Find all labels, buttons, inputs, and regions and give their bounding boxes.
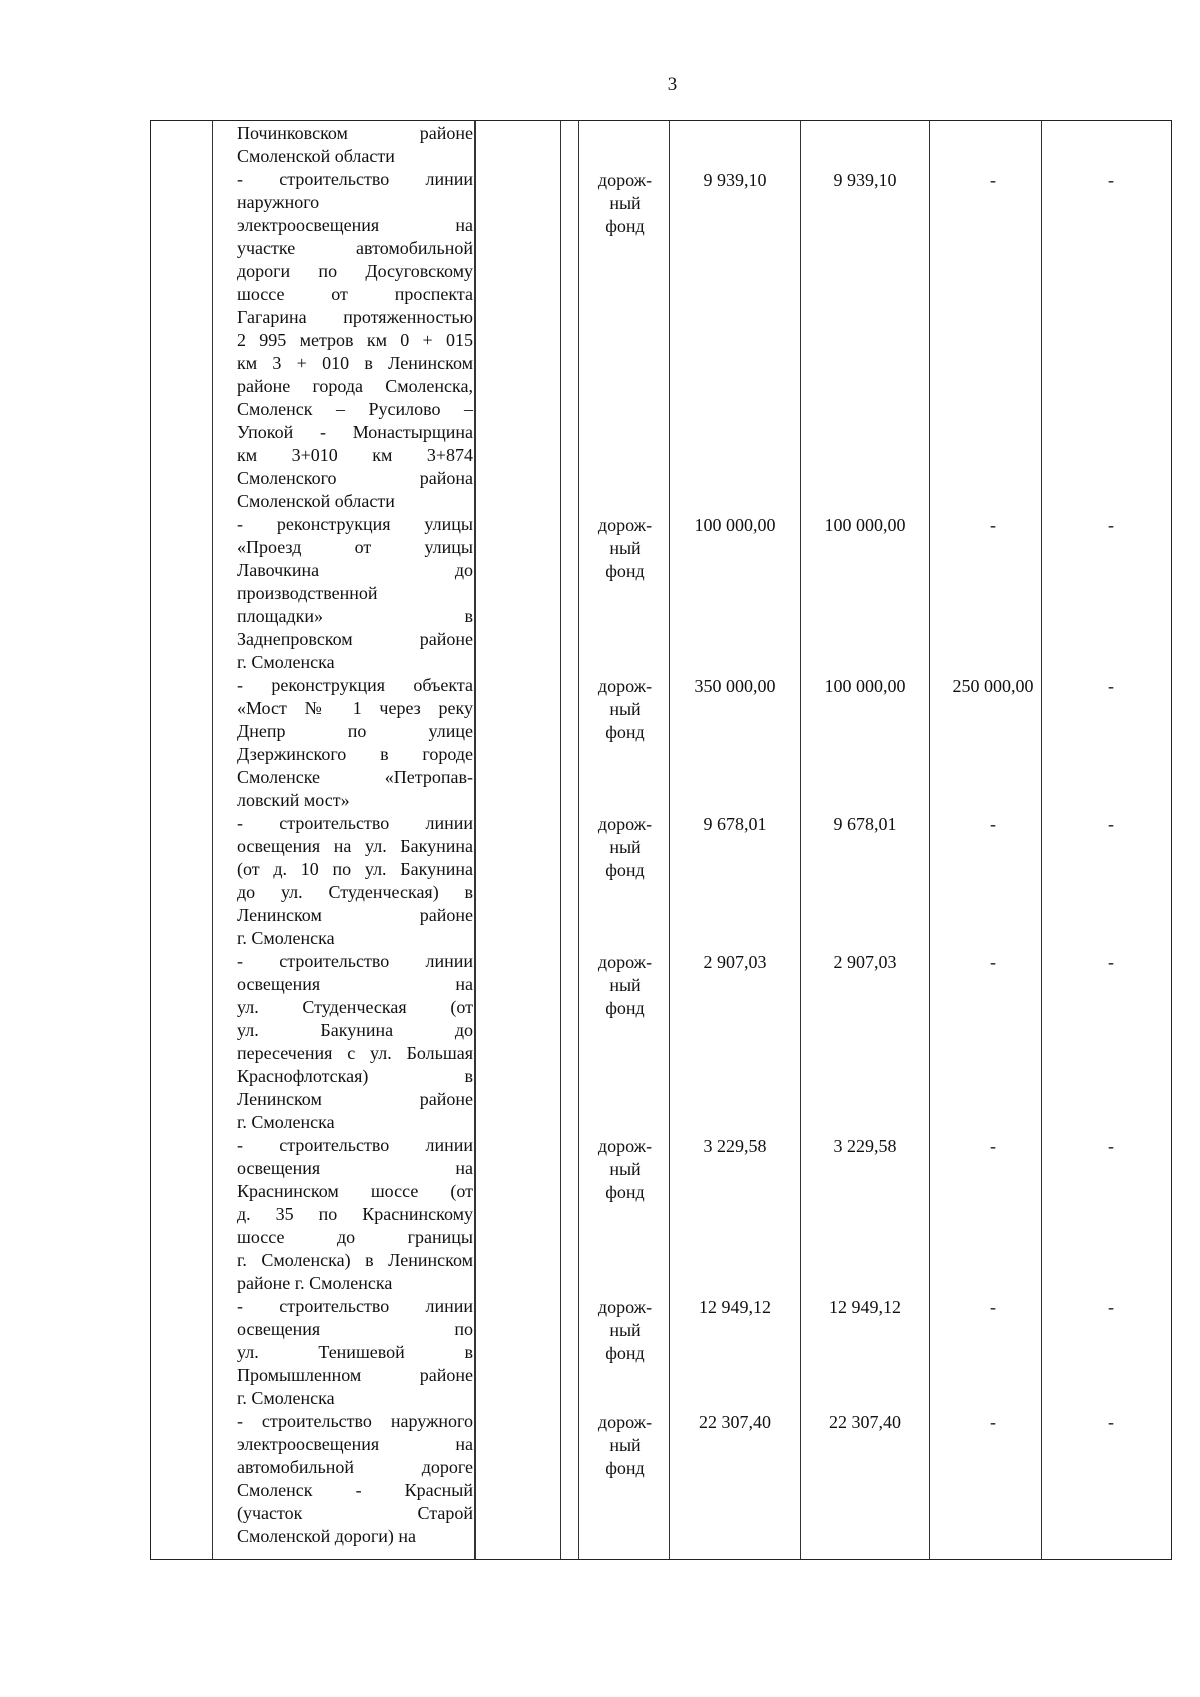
amount-year-2: - — [990, 814, 996, 834]
description-line: г. Смоленска) в Ленинском — [237, 1250, 473, 1270]
description-line: Смоленск - Красный — [237, 1480, 473, 1500]
funding-source — [585, 169, 665, 238]
amount-total: 100 000,00 — [694, 515, 776, 535]
description-line: ул. Студенческая (от — [237, 997, 473, 1017]
amount-year-2: - — [990, 170, 996, 190]
funding-source-line: ный — [609, 1159, 641, 1179]
amount-total: 9 939,10 — [703, 170, 767, 190]
item-description — [237, 168, 473, 513]
description-line: пересечения с ул. Большая — [237, 1043, 473, 1063]
description-line: ул. Тенишевой в — [237, 1342, 473, 1362]
description-line: км 3 + 010 в Ленинском — [237, 353, 473, 373]
funding-source-line: ный — [609, 699, 641, 719]
column-divider — [578, 121, 579, 1559]
amount-year-2: 250 000,00 — [952, 676, 1034, 696]
item-description — [237, 1134, 473, 1295]
description-line: дороги по Досуговскому — [237, 261, 473, 281]
description-line: наружного — [237, 192, 320, 212]
continued-description — [237, 122, 473, 168]
column-divider — [560, 121, 561, 1559]
funding-source-line: фонд — [605, 561, 645, 581]
funding-source-line: дорож- — [597, 170, 653, 190]
description-line: Промышленном районе — [237, 1365, 473, 1385]
funding-source-line: ный — [609, 538, 641, 558]
description-line: районе г. Смоленска — [237, 1273, 393, 1293]
funding-source-line: дорож- — [597, 814, 653, 834]
funding-source-line: ный — [609, 1435, 641, 1455]
description-line: Починковском районе — [237, 123, 473, 143]
description-line: Смоленской области — [237, 146, 395, 166]
description-line: Ленинском районе — [237, 905, 473, 925]
item-description — [237, 950, 473, 1134]
description-line: Ленинском районе — [237, 1089, 473, 1109]
amount-year-3: - — [1108, 1136, 1114, 1156]
funding-source — [585, 1135, 665, 1204]
description-line: Днепр по улице — [237, 721, 473, 741]
description-line: шоссе от проспекта — [237, 284, 473, 304]
item-description — [237, 812, 473, 950]
description-line: освещения на — [237, 1158, 473, 1178]
description-line: «Проезд от улицы — [237, 537, 473, 557]
description-line: автомобильной дороге — [237, 1457, 473, 1477]
column-divider — [1041, 121, 1042, 1559]
description-line: Гагарина протяженностью — [237, 307, 473, 327]
amount-year-1: 22 307,40 — [829, 1412, 901, 1432]
amount-year-2: - — [990, 515, 996, 535]
amount-year-3: - — [1108, 170, 1114, 190]
funding-source-line: ный — [609, 837, 641, 857]
amount-year-2: - — [990, 1136, 996, 1156]
funding-source-line: дорож- — [597, 1297, 653, 1317]
funding-source-line: фонд — [605, 1343, 645, 1363]
description-line: (от д. 10 по ул. Бакунина — [237, 859, 473, 879]
description-line: - строительство наружного — [237, 1411, 473, 1431]
description-line: электроосвещения на — [237, 215, 473, 235]
description-line: - реконструкция улицы — [237, 514, 473, 534]
funding-source-line: дорож- — [597, 1412, 653, 1432]
funding-source — [585, 951, 665, 1020]
amount-year-2: - — [990, 1412, 996, 1432]
description-line: районе города Смоленска, — [237, 376, 473, 396]
description-line: Лавочкина до — [237, 560, 473, 580]
funding-source-line: дорож- — [597, 1136, 653, 1156]
description-line: (участок Старой — [237, 1503, 473, 1523]
description-line: - строительство линии — [237, 1296, 473, 1316]
description-line: Краснинском шоссе (от — [237, 1181, 473, 1201]
item-description — [237, 513, 473, 674]
description-line: Смоленского района — [237, 468, 473, 488]
item-description — [237, 1295, 473, 1410]
description-line: 2 995 метров км 0 + 015 — [237, 330, 473, 350]
amount-year-1: 9 939,10 — [833, 170, 897, 190]
column-divider — [212, 121, 213, 1559]
column-divider — [800, 121, 801, 1559]
description-line: г. Смоленска — [237, 1388, 335, 1408]
funding-source-line: фонд — [605, 722, 645, 742]
amount-total: 12 949,12 — [699, 1297, 771, 1317]
funding-source — [585, 514, 665, 583]
description-line: Краснофлотская) в — [237, 1066, 473, 1086]
description-line: ул. Бакунина до — [237, 1020, 473, 1040]
funding-source — [585, 675, 665, 744]
amount-year-3: - — [1108, 1412, 1114, 1432]
amount-year-1: 12 949,12 — [829, 1297, 901, 1317]
description-line: - строительство линии — [237, 169, 473, 189]
description-line: Упокой - Монастырщина — [237, 422, 473, 442]
funding-source-line: ный — [609, 1320, 641, 1340]
description-line: освещения на — [237, 974, 473, 994]
amount-total: 3 229,58 — [703, 1136, 767, 1156]
description-line: производственной — [237, 583, 378, 603]
funding-source-line: ный — [609, 193, 641, 213]
funding-source-line: дорож- — [597, 676, 653, 696]
description-line: г. Смоленска — [237, 652, 335, 672]
funding-source-line: фонд — [605, 860, 645, 880]
amount-year-1: 100 000,00 — [824, 676, 906, 696]
description-line: км 3+010 км 3+874 — [237, 445, 473, 465]
description-line: шоссе до границы — [237, 1227, 473, 1247]
description-line: «Мост № 1 через реку — [237, 698, 473, 718]
description-line: Смоленской дороги) на — [237, 1526, 417, 1546]
description-line: освещения на ул. Бакунина — [237, 836, 473, 856]
description-line: Смоленской области — [237, 491, 395, 511]
amount-year-3: - — [1108, 515, 1114, 535]
amount-year-3: - — [1108, 676, 1114, 696]
description-line: г. Смоленска — [237, 1112, 335, 1132]
description-line: г. Смоленска — [237, 928, 335, 948]
funding-source-line: фонд — [605, 998, 645, 1018]
funding-source-line: фонд — [605, 1182, 645, 1202]
page-number: 3 — [667, 74, 678, 95]
description-line: Дзержинского в городе — [237, 744, 473, 764]
description-line: участке автомобильной — [237, 238, 473, 258]
amount-total: 350 000,00 — [694, 676, 776, 696]
funding-source — [585, 813, 665, 882]
amount-year-1: 2 907,03 — [833, 952, 897, 972]
description-line: освещения по — [237, 1319, 473, 1339]
description-line: Смоленске «Петропав- — [237, 767, 473, 787]
funding-source-line: фонд — [605, 216, 645, 236]
amount-year-3: - — [1108, 952, 1114, 972]
description-line: площадки» в — [237, 606, 473, 626]
description-line: ловский мост» — [237, 790, 350, 810]
amount-year-1: 3 229,58 — [833, 1136, 897, 1156]
amount-total: 22 307,40 — [699, 1412, 771, 1432]
funding-source — [585, 1296, 665, 1365]
description-line: Смоленск – Русилово – — [237, 399, 473, 419]
item-description — [237, 674, 473, 812]
amount-year-2: - — [990, 1297, 996, 1317]
amount-year-1: 9 678,01 — [833, 814, 897, 834]
funding-source-line: ный — [609, 975, 641, 995]
funding-source-line: дорож- — [597, 515, 653, 535]
column-divider — [929, 121, 930, 1559]
description-line: до ул. Студенческая) в — [237, 882, 473, 902]
description-line: - строительство линии — [237, 1135, 473, 1155]
description-line: электроосвещения на — [237, 1434, 473, 1454]
description-line: - строительство линии — [237, 813, 473, 833]
description-line: Заднепровском районе — [237, 629, 473, 649]
item-description — [237, 1410, 473, 1548]
column-divider — [474, 121, 476, 1559]
amount-year-3: - — [1108, 814, 1114, 834]
funding-source-line: дорож- — [597, 952, 653, 972]
column-divider — [669, 121, 670, 1559]
funding-source — [585, 1411, 665, 1480]
amount-year-2: - — [990, 952, 996, 972]
amount-year-3: - — [1108, 1297, 1114, 1317]
description-line: д. 35 по Краснинскому — [237, 1204, 473, 1224]
amount-total: 9 678,01 — [703, 814, 767, 834]
funding-source-line: фонд — [605, 1458, 645, 1478]
amount-year-1: 100 000,00 — [824, 515, 906, 535]
description-line: - строительство линии — [237, 951, 473, 971]
amount-total: 2 907,03 — [703, 952, 767, 972]
description-line: - реконструкция объекта — [237, 675, 473, 695]
